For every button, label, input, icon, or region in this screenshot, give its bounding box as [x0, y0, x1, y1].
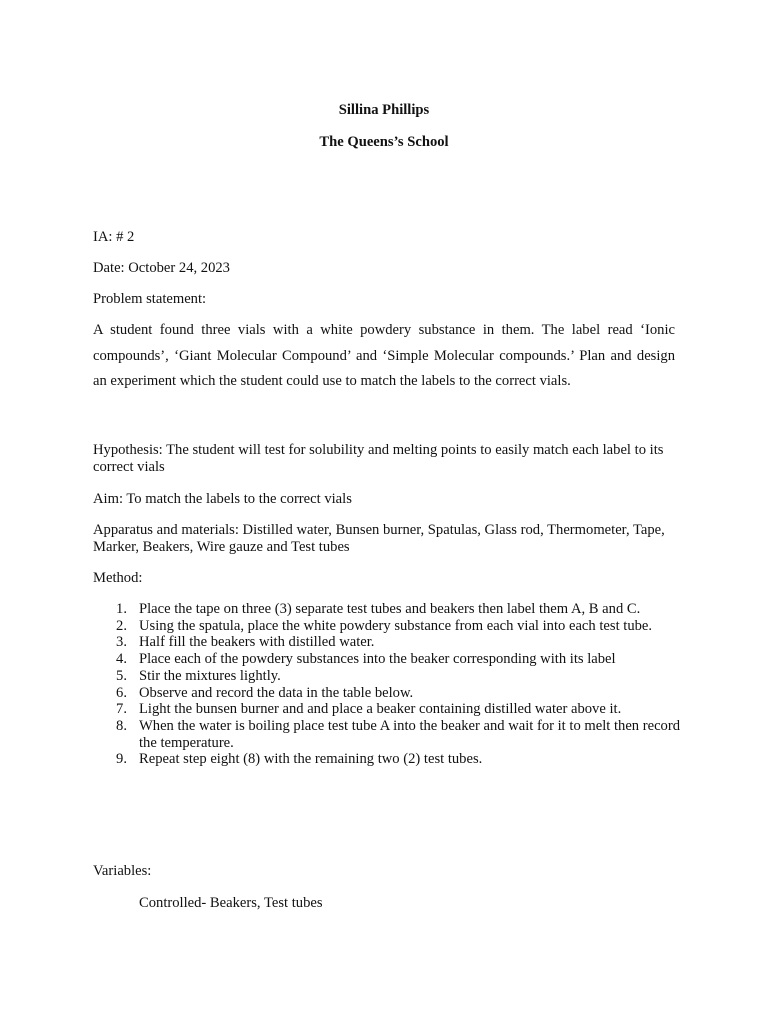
hypothesis-text: Hypothesis: The student will test for solubility and melting points to easily match each label to its correct vials: [93, 442, 664, 475]
step-number: 6.: [116, 684, 127, 701]
method-step: [93, 685, 683, 702]
method-step: [93, 618, 683, 635]
controlled-variables: Controlled- Beakers, Test tubes: [139, 895, 323, 911]
step-text: Place each of the powdery substances into the beaker corresponding with its label: [139, 651, 616, 668]
problem-statement-label: Problem statement:: [93, 291, 207, 307]
step-number: 1.: [116, 601, 127, 617]
method-steps-list: [93, 601, 683, 768]
method-step: [93, 651, 683, 668]
step-number: 3.: [116, 634, 127, 651]
step-text: Stir the mixtures lightly.: [139, 667, 281, 684]
step-text: Place the tape on three (3) separate test tubes and beakers then label them A, B and C.: [139, 601, 641, 617]
variables-label: Variables:: [93, 863, 152, 879]
step-number: 4.: [116, 651, 127, 668]
method-step: [93, 701, 683, 718]
step-text: Half fill the beakers with distilled water.: [139, 634, 375, 651]
problem-statement-text: A student found three vials with a white powdery substance in them. The label read ‘Ionic compounds’, ‘Giant Molecular Compound’ and ‘Simple Molecular compounds.’ Plan and design an experiment which the student could use to match the labels to the correct vials.: [93, 322, 675, 389]
aim-text: Aim: To match the labels to the correct vials: [93, 491, 352, 507]
date-line: Date: October 24, 2023: [93, 260, 230, 276]
method-step: [93, 718, 683, 751]
method-step: [93, 634, 683, 651]
step-text: Light the bunsen burner and and place a beaker containing distilled water above it.: [139, 701, 622, 718]
ia-number: IA: # 2: [93, 229, 135, 245]
step-number: 2.: [116, 617, 127, 634]
step-text: Using the spatula, place the white powdery substance from each vial into each test tube.: [139, 617, 653, 634]
step-text: When the water is boiling place test tube A into the beaker and wait for it to melt then record the temperature.: [139, 717, 681, 751]
student-name: Sillina Phillips: [338, 102, 430, 118]
step-text: Repeat step eight (8) with the remaining two (2) test tubes.: [139, 751, 483, 768]
step-number: 9.: [116, 751, 127, 768]
method-label: Method:: [93, 570, 143, 586]
step-text: Observe and record the data in the table below.: [139, 684, 414, 701]
step-number: 5.: [116, 667, 127, 684]
step-number: 7.: [116, 701, 127, 718]
school-name: The Queens’s School: [319, 134, 449, 150]
apparatus-text: Apparatus and materials: Distilled water, Bunsen burner, Spatulas, Glass rod, Thermometer, Tape, Marker, Beakers, Wire gauze and Test tubes: [93, 522, 665, 555]
method-step: [93, 668, 683, 685]
method-step: [93, 751, 683, 768]
step-number: 8.: [116, 717, 127, 734]
method-step: [93, 601, 683, 618]
